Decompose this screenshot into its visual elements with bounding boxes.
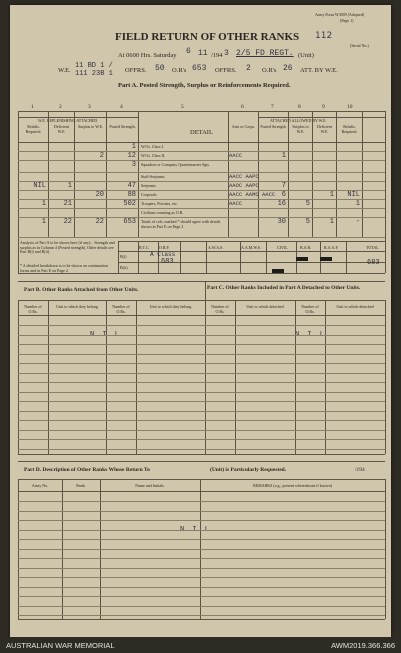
footer-credit: AUSTRALIAN WAR MEMORIAL — [6, 641, 115, 650]
table-cell: 6 — [281, 191, 286, 199]
part-bc-ruled-line — [18, 449, 385, 450]
column-number: 10 — [347, 104, 353, 110]
table-cell: 5 — [305, 200, 310, 208]
table-cell: 1 — [355, 200, 360, 208]
part-bc-bottom — [18, 454, 385, 455]
part-d-ruled-line — [18, 530, 385, 531]
part-d-ruled-line — [18, 615, 385, 616]
part-bc-ruled-line — [18, 420, 385, 421]
part-c-nil: N I L — [295, 331, 327, 339]
part-bc-ruled-line — [18, 325, 385, 326]
column-number: 8 — [298, 104, 301, 110]
subtable-divider — [385, 241, 386, 273]
part-d-ruled-line — [18, 568, 385, 569]
row-detail: Civilians counting as O.R. — [141, 210, 184, 215]
table-cell: 22 — [95, 218, 104, 226]
part-b-column-header: Number of O.Rs. — [112, 304, 130, 314]
part-bc-column — [48, 300, 49, 454]
column-number: 3 — [88, 104, 91, 110]
part-d-column-header: Rank. — [76, 483, 86, 488]
part-bc-column — [325, 300, 326, 454]
part-d-ruled-line — [18, 520, 385, 521]
part-bc-ruled-line — [18, 344, 385, 345]
offrs-label: OFFRS. — [125, 67, 147, 74]
column-number: 5 — [181, 104, 184, 110]
date-day: 6 — [186, 47, 191, 56]
table-cell: 20 — [95, 191, 104, 199]
part-d-date-tail: /194 — [355, 467, 365, 473]
page-reference: (Page 1) — [340, 18, 354, 23]
subtable-divider — [206, 241, 207, 273]
right-column-header: Deficient W.E. — [317, 124, 332, 134]
table-cell: 16 — [277, 200, 286, 208]
part-bc-column — [205, 300, 206, 454]
table-cell: 653 — [123, 218, 136, 226]
redaction-block — [296, 257, 308, 261]
row-divider — [18, 237, 385, 238]
table-cell: 1 — [41, 218, 46, 226]
sub-note: A Class — [150, 251, 176, 258]
table-cell: 22 — [63, 218, 72, 226]
subtable-header: O.R.P. — [159, 245, 170, 250]
part-bc-ruled-line — [18, 439, 385, 440]
row-divider — [18, 181, 385, 182]
part-bc-ruled-line — [18, 401, 385, 402]
subtable-divider — [118, 241, 119, 273]
part-c-column-header: Unit to which detached — [336, 304, 374, 309]
left-group-rule — [18, 117, 138, 118]
part-bc-column — [136, 300, 137, 454]
part-d-ruled-line — [18, 539, 385, 540]
row-detail: Squadron or Company Quartermaster Sgts. — [141, 162, 210, 167]
row-detail: W.Os. Class I. — [141, 144, 164, 149]
subtable-header: R.T.C. — [139, 245, 150, 250]
part-c-title: Part C. Other Ranks Included in Part A Detached to Other Units. — [207, 285, 361, 291]
part-d-header-top — [18, 479, 385, 480]
row-detail: Troopers, Privates, etc. — [141, 201, 178, 206]
subtable-header: TOTAL — [366, 245, 379, 250]
we-values: 11 BD 1 / 111 23B 1 — [75, 62, 113, 78]
table-cell: 2 — [99, 152, 104, 160]
table-cell: 21 — [63, 200, 72, 208]
part-d-ruled-line — [18, 596, 385, 597]
part-d-column-header: REMARKS (e.g., present whereabouts if known) — [253, 483, 332, 488]
part-c-column-header: Unit to which detached — [246, 304, 284, 309]
part-d-bottom — [18, 619, 385, 620]
subtable-divider — [266, 241, 267, 273]
part-b-nil: N I L — [90, 331, 122, 339]
table-cell: 1 — [329, 218, 334, 226]
part-bc-column — [385, 300, 386, 454]
table-cell: 12 — [127, 152, 136, 160]
part-d-column-header: Name and Initials. — [135, 483, 165, 488]
table-cell: 5 — [305, 218, 310, 226]
table-cell: 3 — [131, 161, 136, 169]
table-cell: NIL — [33, 182, 46, 190]
table-cell: AACC AAMC AACC — [229, 191, 276, 198]
row-divider — [18, 160, 385, 161]
unit-value: 2/5 FD REGT. — [236, 49, 294, 58]
table-cell: 30 — [277, 218, 286, 226]
ors-value: 653 — [192, 64, 207, 73]
table-cell: 47 — [127, 182, 136, 190]
part-d-top — [18, 461, 385, 462]
part-b-column-header: Unit to which they belong — [56, 304, 98, 309]
left-column-header: Surplus to W.E. — [77, 124, 104, 129]
part-b-column-header: Unit to which they belong — [149, 304, 192, 309]
redaction-block — [320, 257, 332, 261]
we-label: W.E. — [58, 67, 71, 74]
part-d-column — [385, 479, 386, 619]
bi-label: B(i) — [120, 254, 127, 259]
offrs2-label: OFFRS. — [215, 67, 237, 74]
subtable-header: CIVIL — [277, 245, 288, 250]
right-group-header: ATTACHED ALLOWED BY W.E. — [270, 118, 327, 123]
column-divider — [362, 111, 363, 238]
table-cell: 1 — [281, 152, 286, 160]
column-divider — [18, 111, 19, 273]
part-d-title: Part D. Description of Other Ranks Whose Return To — [24, 467, 150, 473]
table-cell: 502 — [123, 200, 136, 208]
part-d-ruled-line — [18, 549, 385, 550]
year-prefix: /194 — [211, 52, 223, 59]
column-number: 4 — [120, 104, 123, 110]
form-reference: Army Form W3009 (Adopted) — [315, 12, 365, 17]
unit-label: (Unit) — [298, 52, 314, 59]
part-bc-ruled-line — [18, 363, 385, 364]
table-cell: - — [355, 218, 360, 226]
row-detail: Serjeants — [141, 183, 156, 188]
subtable-header: B.A.R. — [300, 245, 312, 250]
part-d-ruled-line — [18, 511, 385, 512]
part-bc-ruled-line — [18, 354, 385, 355]
ors-label: O.R's — [172, 67, 187, 74]
redaction-block — [272, 269, 284, 273]
ors2-value: 26 — [283, 64, 293, 73]
archive-footer — [0, 637, 401, 653]
part-d-nil: N I L — [180, 526, 212, 534]
subtable-header: R.A.A.F. — [324, 245, 339, 250]
left-column-header: Deficient W.E. — [54, 124, 69, 134]
part-bc-column — [18, 300, 19, 454]
part-bc-ruled-line — [18, 373, 385, 374]
row-detail: Totals of cols. marked * should agree with details shown in Part E on Page 2 — [141, 219, 221, 229]
table-a-bottom — [18, 273, 385, 274]
left-group-header: W.E. REPLENISHING ATTACHED — [38, 118, 98, 123]
form-title: FIELD RETURN OF OTHER RANKS — [115, 31, 300, 43]
table-cell: 1 — [131, 143, 136, 151]
part-b-column-header: Number of O.Rs. — [24, 304, 42, 314]
table-cell: AACC AAPC — [229, 173, 259, 180]
part-c-column-header: Number of O.Rs. — [211, 304, 229, 314]
table-cell: AACC — [229, 200, 243, 207]
table-cell: AAOC AAPC — [229, 182, 259, 189]
part-d-header-bottom — [18, 491, 385, 492]
date-month: 11 — [198, 49, 208, 58]
right-group-rule — [258, 117, 385, 118]
bii-label: B(ii) — [120, 265, 128, 270]
footer-accession: AWM2019.366.366 — [331, 641, 395, 650]
table-cell: 88 — [127, 191, 136, 199]
column-number: 6 — [241, 104, 244, 110]
right-column-header: Posted Strength. — [260, 124, 287, 129]
part-bc-ruled-line — [18, 335, 385, 336]
total-value: 683 — [367, 259, 380, 267]
part-bc-column — [235, 300, 236, 454]
right-column-header: Arm or Corps. — [231, 124, 256, 129]
table-cell: 1 — [41, 200, 46, 208]
part-bc-ruled-line — [18, 382, 385, 383]
column-number: 9 — [322, 104, 325, 110]
part-bc-ruled-line — [18, 411, 385, 412]
table-cell: NIL — [347, 191, 360, 199]
part-d-column-header: Army No. — [31, 483, 49, 488]
row-divider — [18, 208, 385, 209]
part-bc-ruled-line — [18, 392, 385, 393]
row-divider — [18, 199, 385, 200]
row-detail: W.Os. Class II. — [141, 153, 166, 158]
handwritten-corner-number: 112 — [315, 31, 333, 41]
column-number: 2 — [59, 104, 62, 110]
part-d-ruled-line — [18, 587, 385, 588]
part-bc-ruled-line — [18, 430, 385, 431]
part-bc-header-bottom — [18, 315, 385, 316]
column-divider — [138, 111, 139, 238]
row-detail: Staff-Serjeants — [141, 174, 165, 179]
subtable-header: A.A.M.W.S. — [241, 245, 261, 250]
offrs2-value: 2 — [246, 64, 251, 73]
table-cell: 1 — [67, 182, 72, 190]
left-column-header: Posted Strength. — [109, 124, 136, 129]
part-d-unit-label: (Unit) is Particularly Requested. — [210, 467, 287, 473]
offrs-value: 50 — [155, 64, 165, 73]
ors2-label: O.R's — [262, 67, 277, 74]
row-detail: Corporals — [141, 192, 157, 197]
row-divider — [18, 172, 385, 173]
table-cell: 1 — [329, 191, 334, 199]
column-number: 1 — [31, 104, 34, 110]
part-a-title: Part A. Posted Strength, Surplus or Reinforcements Required. — [118, 82, 291, 89]
part-b-top — [18, 281, 385, 282]
subtable-divider — [180, 241, 181, 273]
subtable-header: A.W.A.S. — [208, 245, 224, 250]
sub-value: 683 — [161, 258, 174, 266]
serial-label: (Serial No.) — [350, 43, 369, 48]
part-bc-column — [106, 300, 107, 454]
part-bc-column — [295, 300, 296, 454]
part-d-ruled-line — [18, 558, 385, 559]
form-sheet — [10, 5, 391, 637]
left-column-header: Reinfts. Required. — [25, 124, 42, 134]
analysis-note: Analysis of Part A to be shown here (if any)... Strength and surplus as in Column 4 (Posted strength). Other details see Part B(i) and B(ii). — [20, 240, 115, 254]
year-digit: 3 — [224, 49, 229, 58]
part-d-ruled-line — [18, 577, 385, 578]
right-column-header: Surplus to W.E. — [292, 124, 309, 134]
column-number: 7 — [271, 104, 274, 110]
part-b-title: Part B. Other Ranks Attached from Other Units. — [24, 287, 139, 293]
detail-label: DETAIL — [190, 129, 213, 136]
table-cell: 7 — [281, 182, 286, 190]
at-label: At 0600 Hrs. Saturday — [118, 52, 177, 59]
breakdown-note: * A detailed breakdown is to be shown on continuation forms and in Part E on Page 2. — [20, 263, 108, 273]
part-c-column-header: Number of O.Rs. — [301, 304, 319, 314]
table-cell: AACC — [229, 152, 243, 159]
part-d-ruled-line — [18, 606, 385, 607]
att-label: ATT. BY W.E. — [300, 67, 338, 74]
right-column-header: Reinfts. Required. — [341, 124, 358, 134]
subtable-divider — [346, 241, 347, 273]
part-d-ruled-line — [18, 501, 385, 502]
part-bc-header-top — [18, 300, 385, 301]
